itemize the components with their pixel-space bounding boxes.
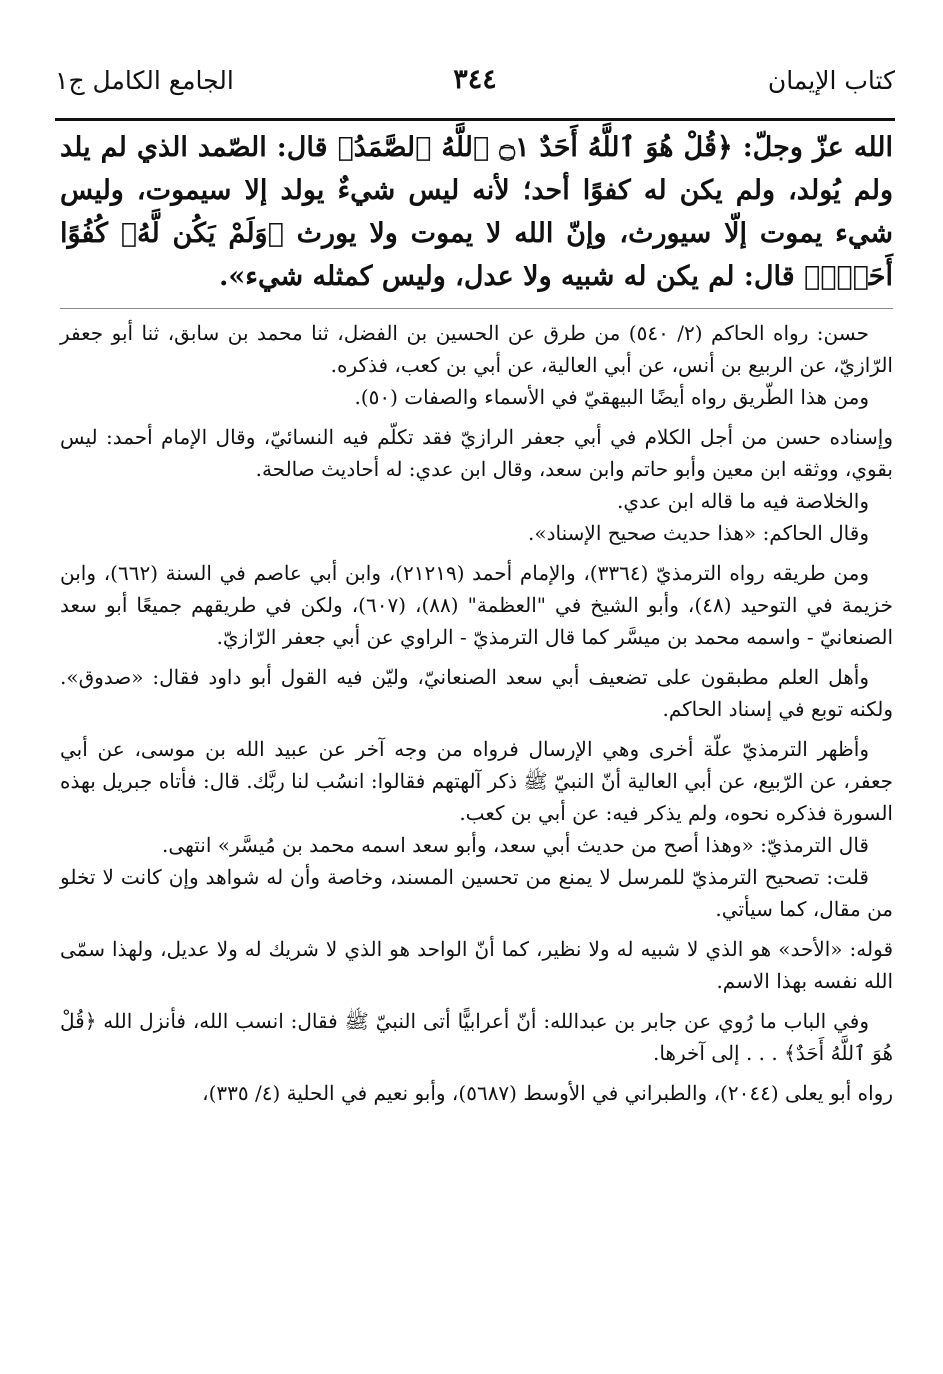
commentary-paragraph: قال الترمذيّ: «وهذا أصح من حديث أبي سعد، وأبو سعد اسمه محمد بن مُيسَّر» انتهى. — [162, 833, 869, 857]
commentary-paragraph: ومن طريقه رواه الترمذيّ (٣٣٦٤)، والإمام أحمد (٢١٢١٩)، وابن أبي عاصم في السنة (٦٦٢)، وابن خزيمة في التوحيد (٤٨)، وأبو الشيخ في "العظمة" (٨٨)، (٦٠٧)، ولكن في طريقهم جميعًا أبو سعد الصنعانيّ - واسمه محمد بن ميسَّر كما قال الترمذيّ - الراوي عن أبي جعفر الرّازيّ. — [60, 561, 893, 649]
commentary-paragraph: وقال الحاكم: «هذا حديث صحيح الإسناد». — [528, 521, 869, 545]
chapter-title: كتاب الإيمان — [767, 66, 895, 95]
page-header — [55, 58, 895, 118]
commentary — [60, 317, 893, 1109]
book-title: الجامع الكامل ج١ — [55, 66, 234, 95]
commentary-paragraph: وأهل العلم مطبقون على تضعيف أبي سعد الصنعانيّ، وليّن فيه القول أبو داود فقال: «صدوق». ولكنه توبع في إسناد الحاكم. — [60, 665, 893, 721]
commentary-paragraph: قلت: تصحيح الترمذيّ للمرسل لا يمنع من تحسين المسند، وخاصة وأن له شواهد وإن كانت لا تخلو من مقال، كما سيأتي. — [60, 865, 893, 921]
main-text — [60, 126, 893, 298]
page-content — [60, 126, 893, 1109]
commentary-paragraph: والخلاصة فيه ما قاله ابن عدي. — [616, 489, 869, 513]
commentary-paragraph: وإسناده حسن من أجل الكلام في أبي جعفر الرازيّ فقد تكلّم فيه النسائيّ، وقال الإمام أحمد: ليس بقوي، ووثقه ابن معين وأبو حاتم وابن سعد، وقال ابن عدي: له أحاديث صالحة. — [60, 425, 893, 481]
commentary-paragraph: وفي الباب ما رُوي عن جابر بن عبدالله: أنّ أعرابيًّا أتى النبيّ ﷺ فقال: انسب الله، فأنزل الله ﴿قُلْ هُوَ ٱللَّهُ أَحَدٌ﴾ . . . إلى آخرها. — [60, 1009, 893, 1065]
commentary-paragraph: حسن: رواه الحاكم (٢/ ٥٤٠) من طرق عن الحسين بن الفضل، ثنا محمد بن سابق، ثنا أبو جعفر الرّازيّ، عن الربيع بن أنس، عن أبي العالية، عن أبي بن كعب، فذكره. — [60, 321, 893, 377]
commentary-paragraph: وأظهر الترمذيّ علّة أخرى وهي الإرسال فرواه من وجه آخر عن عبيد الله بن موسى، عن أبي جعفر، عن الرّبيع، عن أبي العالية أنّ النبيّ ﷺ ذكر آلهتهم فقالوا: انسُب لنا ربَّك. قال: فأتاه جبريل بهذه السورة فذكره نحوه، ولم يذكر فيه: عن أبي بن كعب. — [60, 737, 893, 825]
page-number: ٣٤٤ — [453, 64, 497, 95]
commentary-paragraph: رواه أبو يعلى (٢٠٤٤)، والطبراني في الأوسط (٥٦٨٧)، وأبو نعيم في الحلية (٤/ ٣٣٥)، — [202, 1081, 893, 1105]
main-paragraph: الله عزّ وجلّ: ﴿قُلْ هُوَ ٱللَّهُ أَحَدٌ ۝١ ٱللَّهُ ٱلصَّمَدُ﴾ قال: الصّمد الذي لم يلد ولم يُولد، ولم يكن له كفوًا أحد؛ لأنه ليس شيءٌ يولد إلا سيموت، وليس شيء يموت إلّا سيورث، وإنّ الله لا يموت ولا يورث ﴿وَلَمْ يَكُن لَّهُۥ كُفُوًا أَحَدٌۢ﴾ قال: لم يكن له شبيه ولا عدل، وليس كمثله شيء». — [60, 132, 894, 292]
commentary-paragraph: ومن هذا الطّريق رواه أيضًا البيهقيّ في الأسماء والصفات (٥٠). — [354, 385, 869, 409]
section-divider — [60, 308, 893, 309]
header-rule — [55, 118, 895, 121]
commentary-paragraph: قوله: «الأحد» هو الذي لا شبيه له ولا نظير، كما أنّ الواحد هو الذي لا شريك له ولا عديل، ولهذا سمّى الله نفسه بهذا الاسم. — [60, 937, 894, 993]
